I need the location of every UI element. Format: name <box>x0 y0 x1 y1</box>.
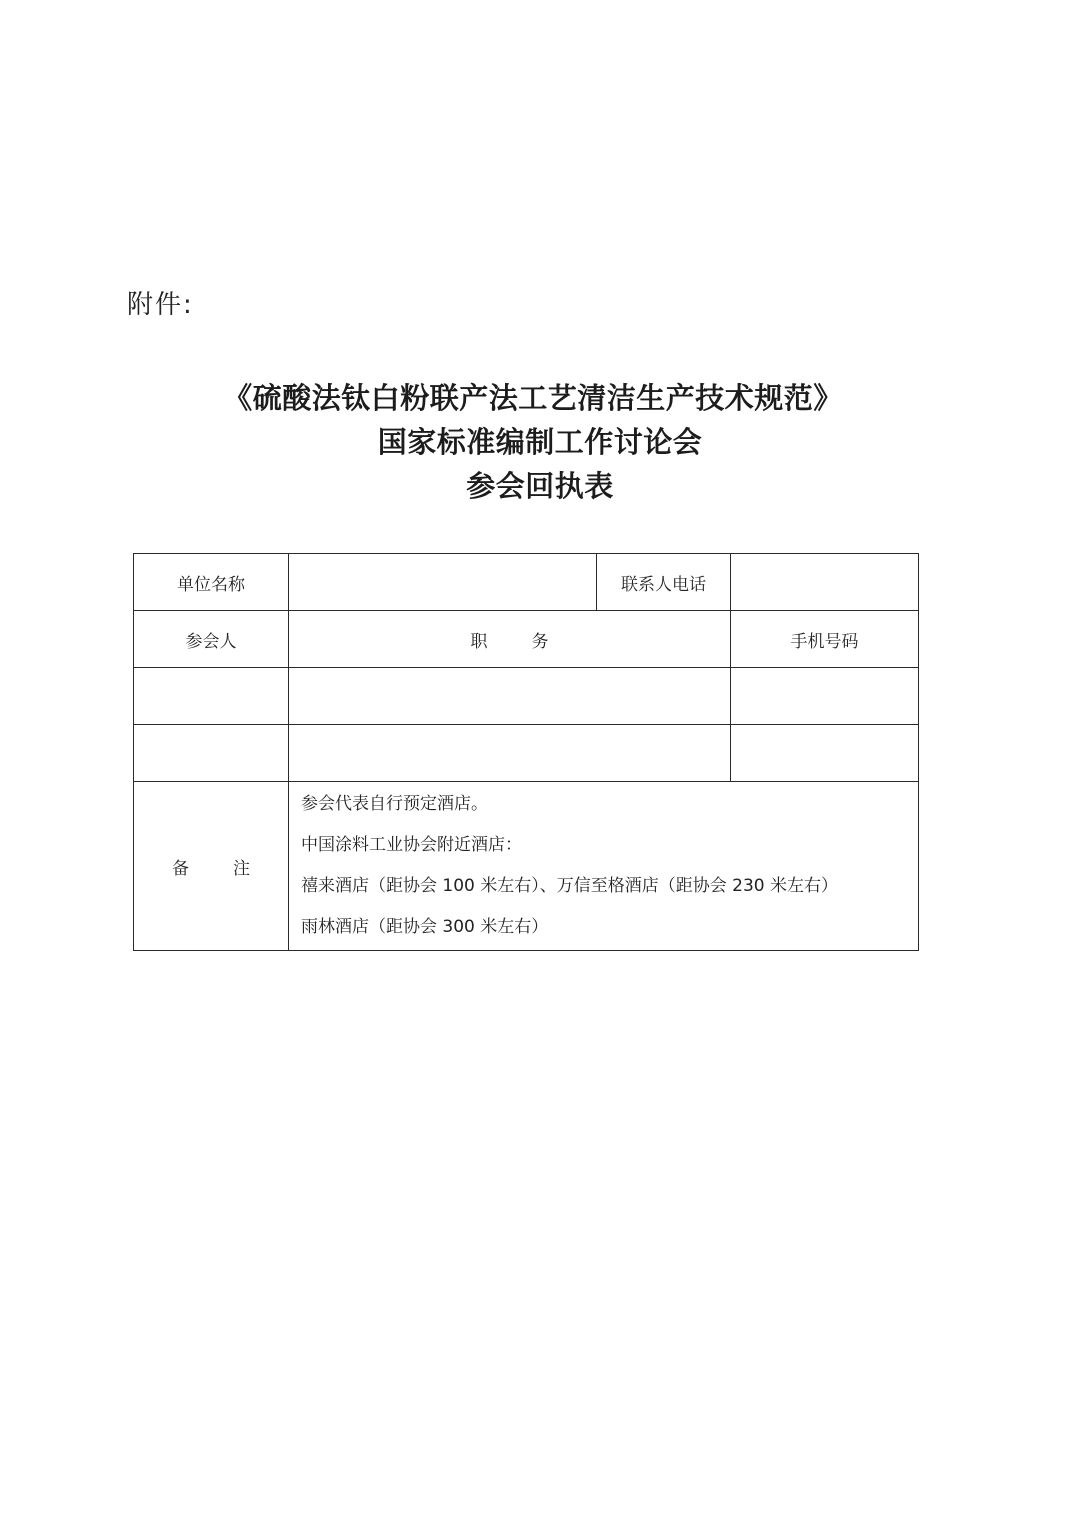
unit-name-field[interactable] <box>289 554 597 611</box>
mobile-header: 手机号码 <box>731 611 919 668</box>
attendee-row <box>134 668 919 725</box>
attendee-row <box>134 725 919 782</box>
notes-row <box>134 782 919 951</box>
title-line-meeting-name: 国家标准编制工作讨论会 <box>377 425 703 459</box>
attachment-label: 附件: <box>127 290 194 320</box>
note-line: 禧来酒店（距协会 100 米左右）、万信至格酒店（距协会 230 米左右） <box>301 876 839 896</box>
attendee-mobile-field[interactable] <box>731 725 919 782</box>
note-line: 中国涂料工业协会附近酒店： <box>301 835 522 855</box>
note-line: 雨林酒店（距协会 300 米左右） <box>301 917 549 937</box>
attendee-position-field[interactable] <box>289 668 731 725</box>
attendee-header: 参会人 <box>134 611 289 668</box>
attendee-mobile-field[interactable] <box>731 668 919 725</box>
attendee-position-field[interactable] <box>289 725 731 782</box>
notes-label: 备注 <box>134 782 289 951</box>
attendee-name-field[interactable] <box>134 668 289 725</box>
title-line-standard-name: 《硫酸法钛白粉联产法工艺清洁生产技术规范》 <box>223 381 843 415</box>
document-title <box>0 376 1080 508</box>
contact-phone-label: 联系人电话 <box>597 554 731 611</box>
unit-name-label: 单位名称 <box>134 554 289 611</box>
registration-form-table <box>133 553 919 951</box>
note-line: 参会代表自行预定酒店。 <box>301 794 488 814</box>
notes-content <box>289 782 919 951</box>
attendee-name-field[interactable] <box>134 725 289 782</box>
contact-phone-field[interactable] <box>731 554 919 611</box>
position-header: 职务 <box>289 611 731 668</box>
unit-row <box>134 554 919 611</box>
title-line-form-name: 参会回执表 <box>466 469 614 503</box>
attendee-header-row <box>134 611 919 668</box>
